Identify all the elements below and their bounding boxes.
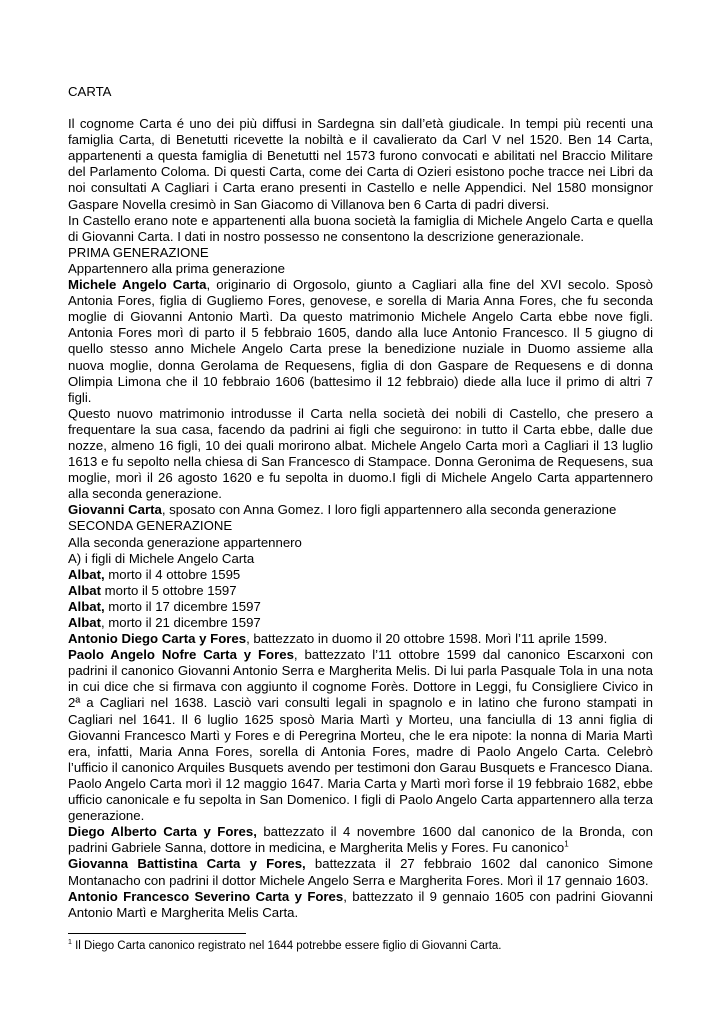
entry-name: Diego Alberto Carta y Fores, — [68, 824, 257, 840]
entry-paolo-angelo — [68, 647, 653, 824]
entry-antonio-diego — [68, 631, 653, 647]
entry-michele-angelo — [68, 277, 653, 406]
entry-text: battezzato il 4 novembre 1600 dal canonico de la Bronda, con padrini Gabriele Sanna, dottore in medicina, e Margherita Melis y Fores. Fu canonico — [68, 824, 653, 856]
entry-text: morto il 17 dicembre 1597 — [104, 598, 261, 614]
footnote-reference[interactable]: 1 — [564, 839, 569, 849]
entry-name: Michele Angelo Carta — [68, 277, 207, 293]
entry-text: , battezzato il 9 gennaio 1605 con padrini Giovanni Antonio Martì e Margherita Melis Carta. — [68, 888, 653, 920]
entry-diego-alberto — [68, 824, 653, 856]
entry-name: Giovanni Carta — [68, 502, 162, 518]
entry-giovanna-battistina — [68, 856, 653, 888]
entry-name: Albat, — [68, 598, 105, 614]
entry-name: Giovanna Battistina Carta y Fores, — [68, 856, 306, 872]
entry-antonio-francesco — [68, 889, 653, 921]
document-page — [68, 84, 653, 921]
entry-text: , originario di Orgosolo, giunto a Cagliari alla fine del XVI secolo. Sposò Antonia Fores, figlia di Gugliemo Fores, genovese, e sorella di Maria Anna Fores, che fu seconda moglie di Giovanni Antonio Martì. Da questo matrimonio Michele Angelo Carta ebbe nove figli. Antonia Fores morì di parto il 5 febbraio 1605, dando alla luce Antonio Francesco. Il 5 giugno di quello stesso anno Michele Angelo Carta prese la benedizione nuziale in Duomo assieme alla nuova moglie, donna Gerolama de Requesens, figlia di don Gaspare de Requesens e di donna Olimpia Limona che il 10 febbraio 1606 (battesimo il 12 febbraio) diede alla luce il primo di altri 7 figli. — [68, 277, 653, 405]
entry-albat-4 — [68, 615, 653, 631]
section-subheading-prima: Appartennero alla prima generazione — [68, 260, 286, 276]
entry-name: Albat, — [68, 566, 105, 582]
entry-text: morto il 5 ottobre 1597 — [100, 582, 237, 598]
entry-name: Albat — [68, 615, 101, 630]
document-title: CARTA — [68, 84, 112, 99]
entry-text: , morto il 21 dicembre 1597 — [100, 615, 261, 630]
group-label-a: A) i figli di Michele Angelo Carta — [68, 550, 255, 566]
entry-name: Paolo Angelo Nofre Carta y Fores — [68, 647, 294, 663]
section-heading-seconda: SECONDA GENERAZIONE — [68, 518, 233, 534]
entry-name: Albat — [68, 582, 101, 598]
footnote-separator — [68, 933, 246, 934]
intro-paragraph: Il cognome Carta é uno dei più diffusi in Sardegna sin dall’età giudicale. In tempi più recenti una famiglia Carta, di Benetutti ricevette la nobiltà e il cavalierato da Carl V nel 1520. Ben 14 Carta, appartenenti a questa famiglia di Benetutti nel 1573 furono convocati e abilitati nel Braccio Militare del Parlamento Coloma. Di questi Carta, come dei Carta di Ozieri esistono poche tracce nei Libri da noi consultati A Cagliari i Carta erano presenti in Castello e nelle Appendici. Nel 1580 monsignor Gaspare Novella cresimò in San Giacomo di Villanova ben 6 Carta di padri diversi. — [68, 116, 653, 212]
footnote-text: Il Diego Carta canonico registrato nel 1644 potrebbe essere figlio di Giovanni Carta. — [71, 940, 502, 952]
section-heading-prima: PRIMA GENERAZIONE — [68, 244, 209, 260]
entry-text: morto il 4 ottobre 1595 — [104, 566, 241, 582]
section-subheading-seconda: Alla seconda generazione appartennero — [68, 534, 302, 550]
entry-text: battezzata il 27 febbraio 1602 dal canonico Simone Montanacho con padrini il dottor Michele Angelo Serra e Margherita Fores. Morì il 17 gennaio 1603. — [68, 856, 653, 888]
entry-text: , battezzato in duomo il 20 ottobre 1598. Morì l’11 aprile 1599. — [246, 631, 608, 647]
entry-text: , battezzato l’11 ottobre 1599 dal canonico Escarxoni con padrini il canonico Giovanni Antonio Serra e Margherita Melis. Di lui parla Pasquale Tola in una nota in cui dice che si firmava con aggiunto il cognome Forès. Dottore in Leggi, fu Consigliere Civico in 2ª a Cagliari nel 1638. Lasciò vari consulti legali in spagnolo e in latino che furono stampati in Cagliari nel 1641. Il 6 luglio 1625 sposò Maria Martì y Morteu, una fanciulla di 13 anni figlia di Giovanni Francesco Martì y Fores e di Peregrina Morteu, che le era nipote: la nonna di Maria Martì era, infatti, Maria Anna Fores, sorella di Antonia Fores, madre di Paolo Angelo Carta. Celebrò l’ufficio il canonico Arquiles Busquets avendo per testimoni don Garau Busquets e Francesco Diana. Paolo Angelo Carta morì il 12 maggio 1647. Maria Carta y Martì morì forse il 19 febbraio 1682, ebbe ufficio canonicale e fu sepolta in San Domenico. I figli di Paolo Angelo Carta appartennero alla terza generazione. — [68, 647, 653, 824]
footnote-mark: 1 — [68, 939, 72, 947]
entry-albat-1 — [68, 567, 653, 583]
entry-text: , sposato con Anna Gomez. I loro figli appartennero alla seconda generazione — [161, 502, 617, 518]
entry-michele-angelo-cont: Questo nuovo matrimonio introdusse il Carta nella società dei nobili di Castello, che presero a frequentare la sua casa, facendo da padrini ai figli che seguirono: in tutto il Carta ebbe, dalle due nozze, almeno 16 figli, 10 dei quali morirono albat. Michele Angelo Carta morì a Cagliari il 13 luglio 1613 e fu sepolto nella chiesa di San Francesco di Stampace. Donna Geronima de Requesens, sua moglie, morì il 26 agosto 1620 e fu sepolta in duomo.I figli di Michele Angelo Carta appartennero alla seconda generazione. — [68, 405, 653, 502]
entry-name: Antonio Diego Carta y Fores — [68, 631, 247, 647]
entry-albat-3 — [68, 599, 653, 615]
entry-albat-2 — [68, 583, 653, 599]
intro-paragraph-2: In Castello erano note e appartenenti alla buona società la famiglia di Michele Angelo Carta e quella di Giovanni Carta. I dati in nostro possesso ne consentono la descrizione generazionale. — [68, 212, 653, 244]
footnote — [68, 939, 653, 953]
entry-giovanni — [68, 502, 653, 518]
entry-name: Antonio Francesco Severino Carta y Fores — [68, 888, 344, 904]
